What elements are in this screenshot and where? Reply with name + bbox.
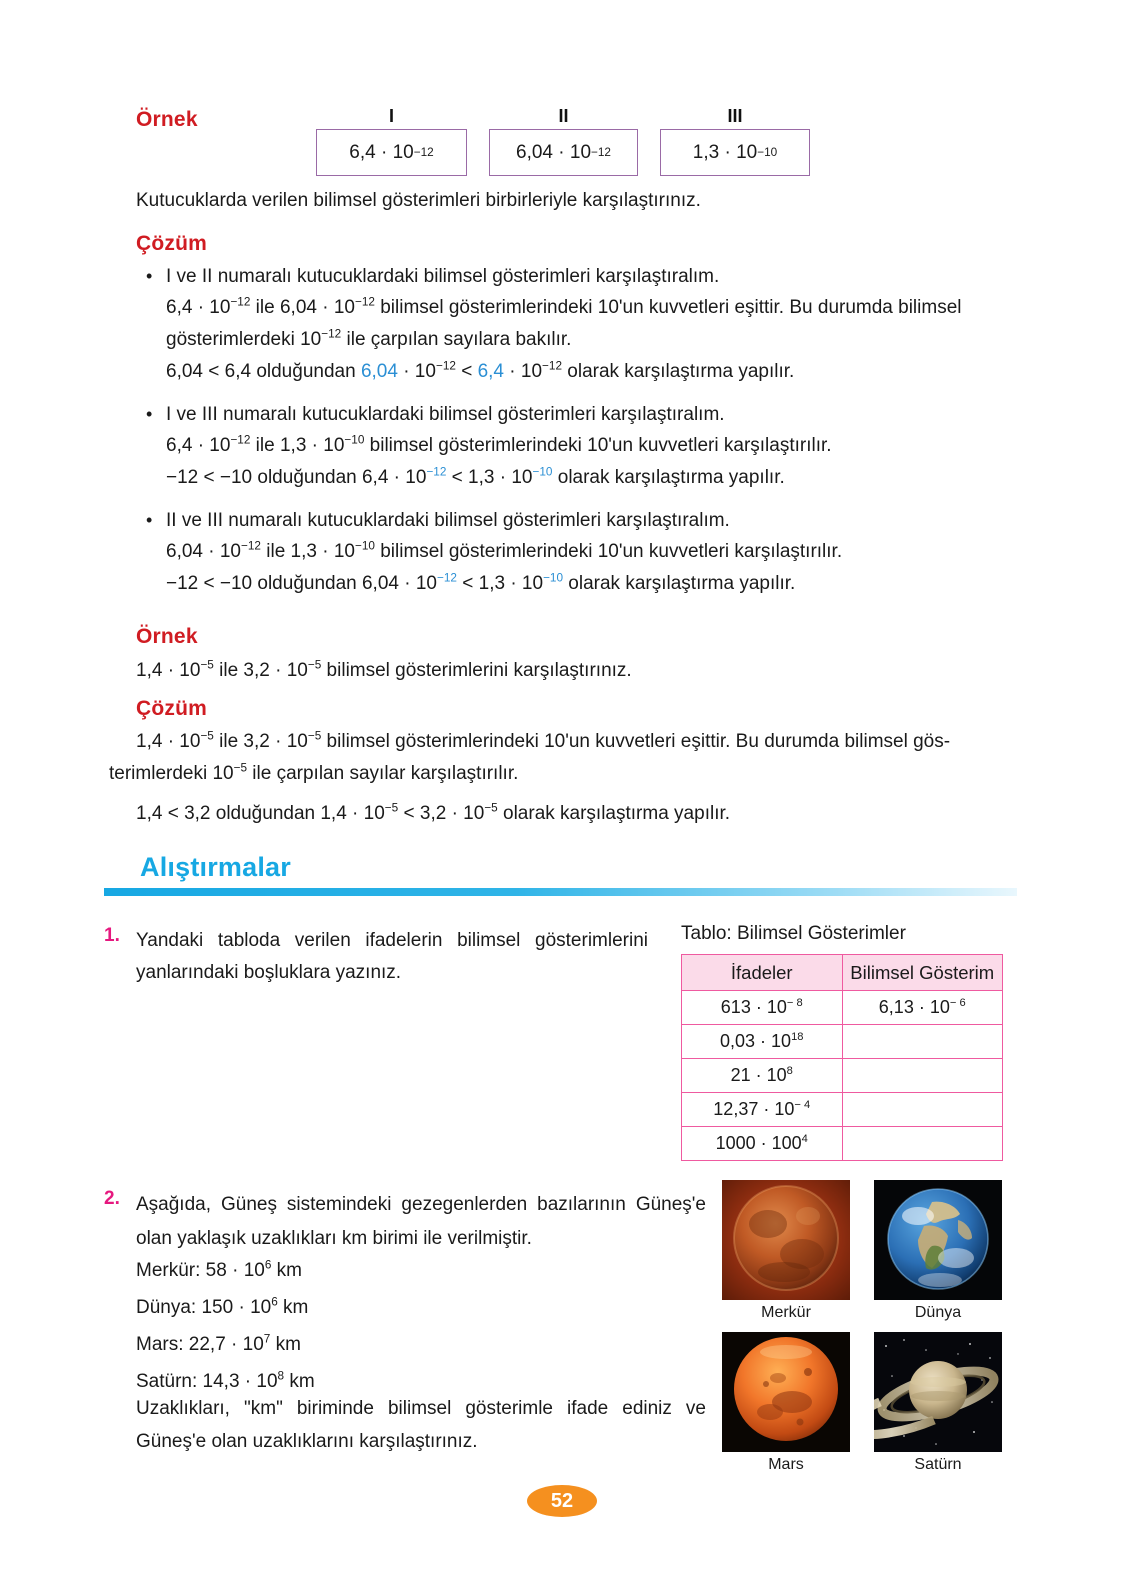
r2-expr: 21 · 10 (730, 1065, 787, 1085)
bullet-1-line-3 (166, 356, 1016, 388)
e2s1b-exp: −5 (307, 729, 322, 743)
p3-base: Satürn: 14,3 · 10 (136, 1371, 278, 1392)
bullet-3-body (136, 536, 1016, 600)
b1l3-highlight-1: 6,04 (360, 361, 398, 382)
e2s2b: ile çarpılan sayılar karşılaştırılır. (247, 763, 519, 784)
planet-figure-dunya (874, 1180, 1002, 1326)
example-1-solution-heading: Çözüm (136, 232, 207, 255)
b3l2b-exp: −10 (543, 571, 564, 585)
e2s2a: terimlerdeki 10 (109, 763, 234, 784)
example-1-heading: Örnek (136, 108, 198, 131)
table-row (682, 991, 1003, 1025)
example-1-solution-bullets (136, 262, 1016, 612)
example-2-solution (109, 726, 1021, 830)
b1l3d-exp: −12 (542, 359, 562, 373)
table-cell-expression (682, 1059, 843, 1093)
table-header-row (682, 955, 1003, 991)
table-caption: Tablo: Bilimsel Gösterimler (681, 923, 906, 944)
r4-expr-exp: 4 (801, 1133, 808, 1145)
r0-ans: 6,13 · 10 (878, 997, 950, 1017)
box-3-mantissa: 1,3 · 10 (692, 141, 758, 163)
b2l2c: olarak karşılaştırma yapılır. (552, 467, 785, 488)
p2-unit: km (270, 1334, 301, 1355)
question-2-number: 2. (104, 1188, 120, 1209)
earth-icon (874, 1180, 1002, 1300)
r0-ans-exp: − 6 (949, 997, 966, 1009)
example-2-solution-line-3 (136, 798, 1021, 830)
mercury-icon (722, 1180, 850, 1300)
p1-unit: km (277, 1297, 309, 1318)
p0-base: Merkür: 58 · 10 (136, 1260, 265, 1281)
example-1-question: Kutucuklarda verilen bilimsel gösterimleri birbirleriyle karşılaştırınız. (136, 190, 701, 211)
e2qa: 1,4 · 10 (136, 660, 201, 681)
planet-figure-mars (722, 1332, 850, 1478)
table-row (682, 1059, 1003, 1093)
example-2-question (136, 660, 632, 682)
table-cell-expression (682, 1127, 843, 1161)
box-value-2: 6,04 · 10 −12 (489, 129, 638, 176)
earth-caption: Dünya (914, 1304, 962, 1321)
table-header-expressions: İfadeler (682, 955, 843, 991)
example-2-solution-line-2 (109, 758, 1021, 790)
b2l2a-exp: −12 (426, 465, 447, 479)
b2l1b-exp: −10 (344, 433, 365, 447)
e2s3b: < 3,2 · 10 (398, 803, 485, 824)
b1l3b: · 10 (397, 361, 436, 382)
planet-figure-merkur (722, 1180, 850, 1326)
example-1-box-row (316, 106, 810, 176)
e2s1c: bilimsel gösterimlerindeki 10'un kuvvetleri eşittir. Bu durumda bilimsel gös- (321, 731, 951, 752)
e2s3a-exp: −5 (384, 801, 399, 815)
p0-unit: km (271, 1260, 302, 1281)
planet-distance-merkur (136, 1252, 315, 1289)
b1l2a: gösterimlerdeki 10 (166, 329, 322, 350)
b1l2a-exp: −12 (321, 327, 342, 341)
b2l2b: < 1,3 · 10 (446, 467, 533, 488)
planet-image-grid (722, 1180, 1010, 1478)
bullet-2-body (136, 430, 1016, 494)
planet-distance-mars (136, 1326, 315, 1363)
e2s1a-exp: −5 (200, 729, 214, 743)
b1l3b-exp: −12 (435, 359, 456, 373)
b1l3-highlight-2: 6,4 (477, 361, 504, 382)
b3l1b-exp: −10 (354, 539, 375, 553)
question-1-number: 1. (104, 925, 120, 946)
bullet-1-line-2 (166, 324, 1016, 356)
mars-icon (722, 1332, 850, 1452)
table-row (682, 1025, 1003, 1059)
r4-expr: 1000 · 100 (715, 1133, 802, 1153)
table-row (682, 1127, 1003, 1161)
b1l3c: < (455, 361, 478, 382)
b2l2b-exp: −10 (532, 465, 553, 479)
p1-base: Dünya: 150 · 10 (136, 1297, 272, 1318)
exercises-divider-bar (104, 888, 1017, 896)
e2qb: ile 3,2 · 10 (213, 660, 308, 681)
bullet-3-line-2 (166, 568, 1016, 600)
b3l1b: ile 1,3 · 10 (260, 541, 355, 562)
b2l1b: ile 1,3 · 10 (250, 435, 345, 456)
r1-expr-exp: 18 (791, 1031, 804, 1043)
p3-exp: 8 (277, 1369, 285, 1383)
e2s3c: olarak karşılaştırma yapılır. (497, 803, 731, 824)
exercises-title: Alıştırmalar (140, 852, 291, 882)
r3-expr-exp: − 4 (794, 1099, 811, 1111)
b2l2a: −12 < −10 olduğundan 6,4 · 10 (166, 467, 427, 488)
b2l1c: bilimsel gösterimlerindeki 10'un kuvvetleri karşılaştırılır. (364, 435, 832, 456)
r1-expr: 0,03 · 10 (720, 1031, 792, 1051)
b1l3d: · 10 (504, 361, 543, 382)
e2qc: bilimsel gösterimlerini karşılaştırınız. (321, 660, 632, 681)
solution-bullet-2 (136, 400, 1016, 494)
box-label-1: I (388, 106, 394, 126)
box-value-3: 1,3 · 10 −10 (660, 129, 810, 176)
example-2-heading: Örnek (136, 625, 198, 648)
r3-expr: 12,37 · 10 (713, 1099, 795, 1119)
b2l1a-exp: −12 (230, 433, 251, 447)
e2s2a-exp: −5 (233, 761, 248, 775)
mercury-photo (722, 1180, 850, 1300)
question-1-text: Yandaki tabloda verilen ifadelerin bilimsel gösterimlerini yanlarındaki boşluklara yazınız. (136, 930, 648, 983)
b1l1b: ile 6,04 · 10 (250, 297, 355, 318)
b3l2a: −12 < −10 olduğundan 6,04 · 10 (166, 573, 437, 594)
scientific-notation-table (681, 954, 1003, 1161)
p0-exp: 6 (264, 1258, 272, 1272)
r0-expr: 613 · 10 (720, 997, 787, 1017)
box-value-1: 6,4 · 10 −12 (316, 129, 467, 176)
bullet-3-head: • II ve III numaralı kutucuklardaki bilimsel gösterimleri karşılaştıralım. (136, 506, 1016, 536)
saturn-icon (874, 1332, 1002, 1452)
planet-distance-dunya (136, 1289, 315, 1326)
bullet-1-body (136, 292, 1016, 388)
table-cell-expression (682, 1093, 843, 1127)
p3-unit: km (284, 1371, 315, 1392)
box-2-mantissa: 6,04 · 10 (516, 141, 592, 163)
e2s3b-exp: −5 (484, 801, 498, 815)
planet-distance-list (136, 1252, 315, 1400)
mars-photo (722, 1332, 850, 1452)
table-cell-answer[interactable] (842, 991, 1003, 1025)
b3l2c: olarak karşılaştırma yapılır. (563, 573, 796, 594)
bullet-3-line-1 (166, 536, 1016, 568)
bullet-1-head: • I ve II numaralı kutucuklardaki bilimsel gösterimleri karşılaştıralım. (136, 262, 1016, 292)
p2-base: Mars: 22,7 · 10 (136, 1334, 264, 1355)
example-2-solution-line-1 (136, 726, 1021, 758)
e2s3a: 1,4 < 3,2 olduğundan 1,4 · 10 (136, 803, 385, 824)
p1-exp: 6 (271, 1295, 278, 1309)
table-cell-answer[interactable] (842, 1093, 1003, 1127)
saturn-photo (874, 1332, 1002, 1452)
e2qa-exp: −5 (200, 658, 214, 672)
value-box-3 (660, 106, 810, 176)
planet-figure-saturn (874, 1332, 1002, 1478)
mercury-caption: Merkür (761, 1304, 811, 1321)
b1l1c: bilimsel gösterimlerindeki 10'un kuvvetleri eşittir. Bu durumda bilimsel (374, 297, 962, 318)
b3l2a-exp: −12 (437, 571, 457, 585)
bullet-2-line-2 (166, 462, 1016, 494)
table-row (682, 1093, 1003, 1127)
table-header-scientific: Bilimsel Gösterim (842, 955, 1003, 991)
b1l1a-exp: −12 (230, 295, 251, 309)
bullet-1-line-1 (166, 292, 1016, 324)
solution-bullet-1 (136, 262, 1016, 388)
b1l2b: ile çarpılan sayılara bakılır. (341, 329, 572, 350)
page-number-badge: 52 (527, 1485, 597, 1517)
b1l3e: olarak karşılaştırma yapılır. (562, 361, 795, 382)
solution-bullet-3 (136, 506, 1016, 600)
example-2-solution-heading: Çözüm (136, 697, 207, 720)
question-2-text: Aşağıda, Güneş sistemindeki gezegenlerden bazılarının Güneş'e olan yaklaşık uzaklıkları km birimi ile verilmiştir. (136, 1194, 706, 1249)
r2-expr-exp: 8 (786, 1065, 793, 1077)
p2-exp: 7 (263, 1332, 271, 1346)
saturn-caption: Satürn (914, 1456, 962, 1473)
table-cell-expression (682, 991, 843, 1025)
table-cell-answer[interactable] (842, 1059, 1003, 1093)
table-cell-expression (682, 1025, 843, 1059)
r0-expr-exp: − 8 (786, 997, 803, 1009)
box-1-mantissa: 6,4 · 10 (349, 141, 414, 163)
e2qb-exp: −5 (307, 658, 322, 672)
b3l1a-exp: −12 (241, 539, 261, 553)
bullet-2-head: • I ve III numaralı kutucuklardaki bilimsel gösterimleri karşılaştıralım. (136, 400, 1016, 430)
e2s1b: ile 3,2 · 10 (213, 731, 308, 752)
table-cell-answer[interactable] (842, 1127, 1003, 1161)
e2s1a: 1,4 · 10 (136, 731, 201, 752)
b1l1b-exp: −12 (354, 295, 375, 309)
b1l3a: 6,04 < 6,4 olduğundan (166, 361, 361, 382)
mars-caption: Mars (768, 1456, 804, 1473)
question-2-tail-text: Uzaklıkları, "km" biriminde bilimsel gösterimle ifade ediniz ve Güneş'e olan uzaklıklarını karşılaştırınız. (136, 1398, 706, 1452)
b1l1a: 6,4 · 10 (166, 297, 231, 318)
b3l2b: < 1,3 · 10 (456, 573, 544, 594)
b2l1a: 6,4 · 10 (166, 435, 231, 456)
value-box-2 (489, 106, 638, 176)
b3l1c: bilimsel gösterimlerindeki 10'un kuvvetleri karşılaştırılır. (374, 541, 843, 562)
value-box-1 (316, 106, 467, 176)
box-label-2: II (558, 106, 569, 126)
b3l1a: 6,04 · 10 (166, 541, 241, 562)
earth-photo (874, 1180, 1002, 1300)
box-label-3: III (727, 106, 743, 126)
table-cell-answer[interactable] (842, 1025, 1003, 1059)
bullet-2-line-1 (166, 430, 1016, 462)
